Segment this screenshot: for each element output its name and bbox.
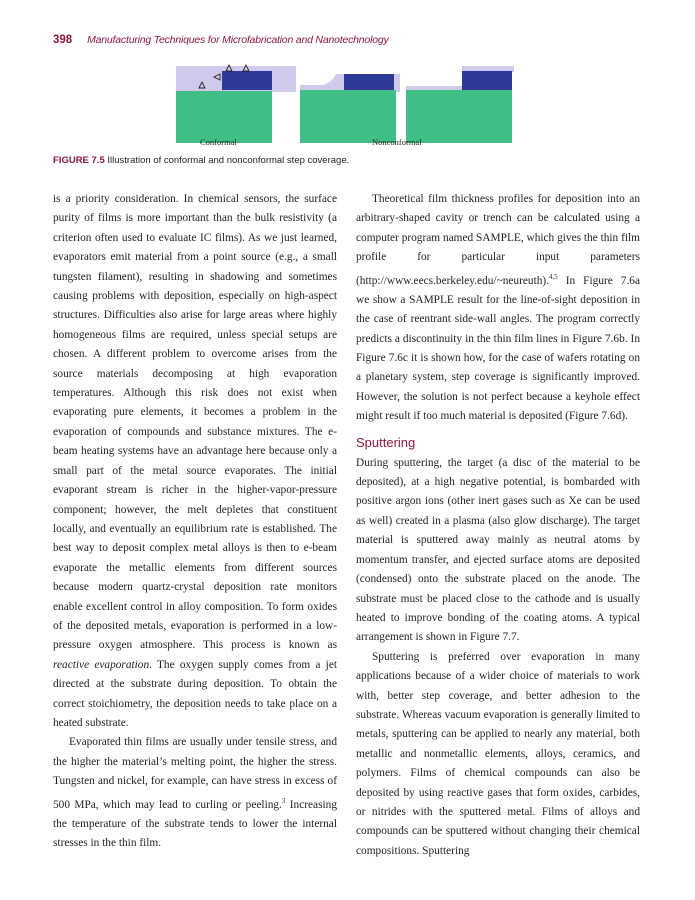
paragraph: Evaporated thin films are usually under tensile stress, and the higher the material’s melting point, the higher the stress. Tungsten and nickel, for example, can have stress in excess of 500 MPa, which may lead to curling or peeling.$^3$ Increasing the temperature of the substrate tends to lower the internal stresses in the thin film. [53, 736, 338, 850]
nonconformal-diagram-1 [300, 74, 400, 143]
reference-superscript: 4,5 [549, 272, 558, 281]
page-number: 398 [53, 34, 73, 46]
section-heading: Sputtering [356, 434, 416, 450]
conformal-step [222, 71, 272, 90]
page-header [53, 32, 653, 48]
figure-label-nonconformal: Nonconformal [372, 137, 422, 147]
conformal-substrate [176, 91, 272, 143]
caption-number: FIGURE 7.5 [53, 155, 105, 166]
figure-caption [53, 154, 653, 167]
nonconformal-substrate-1 [300, 90, 396, 143]
right-column [356, 190, 640, 861]
nonconformal-substrate-2 [406, 90, 512, 143]
running-head: Manufacturing Techniques for Microfabrication and Nanotechnology [87, 34, 389, 46]
paragraph: is a priority consideration. In chemical sensors, the surface purity of films is more important than the bulk resistivity (a criterion often used to evaluate IC films). As we just learned, evaporators emit material from a point source (e.g., a small tungsten filament), resulting in shadowing and sometimes causing problems with deposition, especially on high-aspect structures. Difficulties also arise for large areas where highly homogeneous films are required, unless special setups are chosen. A different problem to overcome arises from the source materials decomposing at high evaporation temperatures. Although this risk does not exist when evaporating pure elements, it becomes a problem in the evaporation of compounds and substance mixtures. The e-beam heating systems have an advantage here because only a small part of the metal source evaporates. The initial evaporant stream is richer in the higher-vapor-pressure component; however, the melt depletes that constituent locally, and eventually an equilibrium rate is established. The best way to deposit complex metal alloys is then to e-beam evaporate the metallic elements from different sources because modern quartz-crystal deposition rate monitors enable excellent control in alloy composition. To form oxides of the deposited metals, evaporation is performed in a low-pressure oxygen atmosphere. This process is known as reactive evaporation. The oxygen supply comes from a jet directed at the substrate during deposition. To obtain the correct stoichiometry, the deposition needs to take place on a heated substrate. [53, 193, 338, 729]
emphasis: reactive evaporation [53, 658, 150, 671]
conformal-diagram [176, 65, 296, 143]
nonconformal-step-2 [462, 71, 512, 91]
left-column [53, 190, 337, 854]
caption-text: Illustration of conformal and nonconformal step coverage. [107, 155, 350, 166]
nonconformal-step-1 [344, 74, 394, 90]
paragraph: Theoretical film thickness profiles for deposition into an arbitrary-shaped cavity or trench can be calculated using a computer program named SAMPLE, which gives the thin film profile for particular input parameters (http://www.eecs.berkeley.edu/~neureuth).$^{4,5}$ In Figure 7.6a we show a SAMPLE result for the line-of-sight deposition in the case of reentrant side-wall angles. The program correctly predicts a discontinuity in the thin film lines in Figure 7.6b. In Figure 7.6c it is shown how, for the case of wafers rotating on a planetary system, step coverage is significantly improved. However, the solution is not perfect because a keyhole effect might result if too much material is deposited (Figure 7.6d). [356, 193, 640, 423]
paragraph: Sputtering is preferred over evaporation in many applications because of a wider choice of materials to work with, better step coverage, and better adhesion to the substrate. Whereas vacuum evaporation is generally limited to metals, sputtering can be applied to nearly any material, both metallic and nonmetallic elements, alloys, ceramics, and polymers. Films of chemical compounds can also be deposited by using reactive gases that form oxides, carbides, or nitrides with the sputtered metal. Films of alloys and compounds can be sputtered without changing their chemical compositions. Sputtering [356, 650, 640, 857]
figure-label-conformal: Conformal [200, 137, 237, 147]
paragraph: During sputtering, the target (a disc of the material to be deposited), at a high negative potential, is bombarded with positive argon ions (other inert gases such as Xe can be used as well) created in a plasma (also glow discharge). The target material is sputtered away mainly as neutral atoms by momentum transfer, and ejected surface atoms are deposited (condensed) onto the substrate placed on the anode. The substrate must be placed close to the cathode and is usually heated to improve bonding of the coating atoms. A typical arrangement is shown in Figure 7.7. [356, 456, 640, 644]
reference-superscript: 3 [281, 796, 286, 805]
nonconformal-diagram-2 [406, 66, 514, 143]
